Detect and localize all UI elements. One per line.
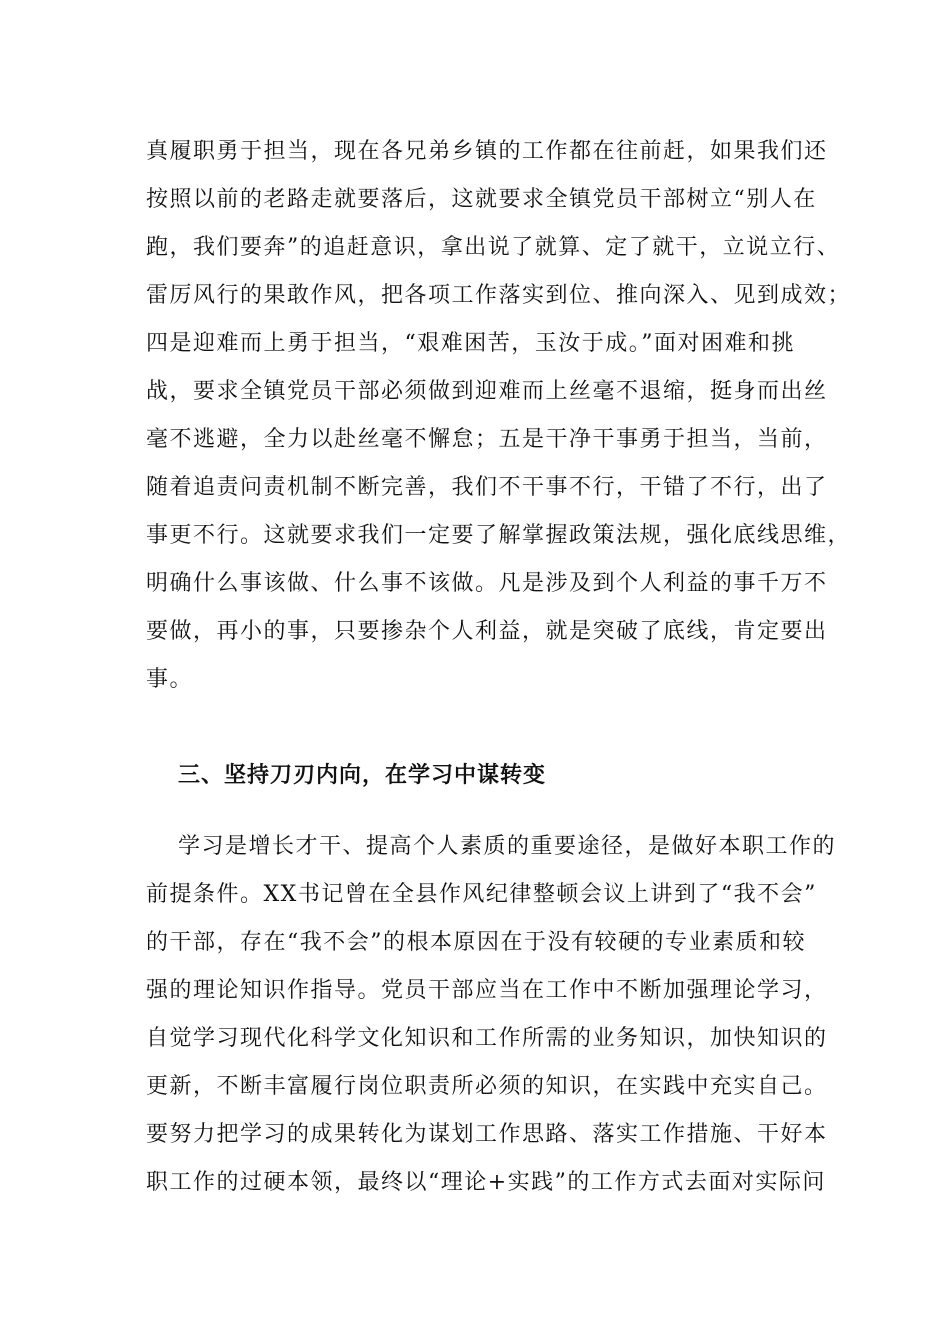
paragraph-line: 强的理论知识作指导。党员干部应当在工作中不断加强理论学习， <box>146 978 828 1003</box>
paragraph-line: 战，要求全镇党员干部必须做到迎难而上丝毫不退缩，挺身而出丝 <box>146 379 828 404</box>
paragraph-line: 的干部，存在“我不会”的根本原因在于没有较硬的专业素质和较 <box>146 930 806 955</box>
paragraph-line: 前提条件。XX书记曾在全县作风纪律整顿会议上讲到了“我不会” <box>146 882 817 907</box>
paragraph-line: 要做，再小的事，只要掺杂个人利益，就是突破了底线，肯定要出 <box>146 619 828 644</box>
paragraph-line: 按照以前的老路走就要落后，这就要求全镇党员干部树立“别人在 <box>146 187 817 212</box>
paragraph-line: 四是迎难而上勇于担当，“艰难困苦，玉汝于成。”面对困难和挑 <box>146 331 795 356</box>
paragraph-line: 明确什么事该做、什么事不该做。凡是涉及到个人利益的事千万不 <box>146 571 828 596</box>
paragraph-line: 自觉学习现代化科学文化知识和工作所需的业务知识，加快知识的 <box>146 1026 828 1051</box>
section-heading: 三、坚持刀刃内向，在学习中谋转变 <box>178 762 547 788</box>
paragraph-line: 雷厉风行的果敢作风，把各项工作落实到位、推向深入、见到成效； <box>146 283 852 308</box>
paragraph-line: 跑，我们要奔”的追赶意识，拿出说了就算、定了就干，立说立行、 <box>146 235 841 260</box>
paragraph-line: 要努力把学习的成果转化为谋划工作思路、落实工作措施、干好本 <box>146 1122 828 1147</box>
paragraph-line: 随着追责问责机制不断完善，我们不干事不行，干错了不行，出了 <box>146 475 828 500</box>
paragraph-line: 毫不逃避，全力以赴丝毫不懈怠；五是干净干事勇于担当，当前， <box>146 427 828 452</box>
paragraph-line: 更新，不断丰富履行岗位职责所必须的知识，在实践中充实自己。 <box>146 1074 828 1099</box>
paragraph-line: 职工作的过硬本领，最终以“理论+实践”的工作方式去面对实际问 <box>146 1170 826 1195</box>
paragraph-line: 事。 <box>146 667 194 692</box>
paragraph-line: 真履职勇于担当，现在各兄弟乡镇的工作都在往前赶，如果我们还 <box>146 139 828 164</box>
paragraph-line: 事更不行。这就要求我们一定要了解掌握政策法规，强化底线思维， <box>146 523 852 548</box>
paragraph-line: 学习是增长才干、提高个人素质的重要途径，是做好本职工作的 <box>178 834 837 859</box>
